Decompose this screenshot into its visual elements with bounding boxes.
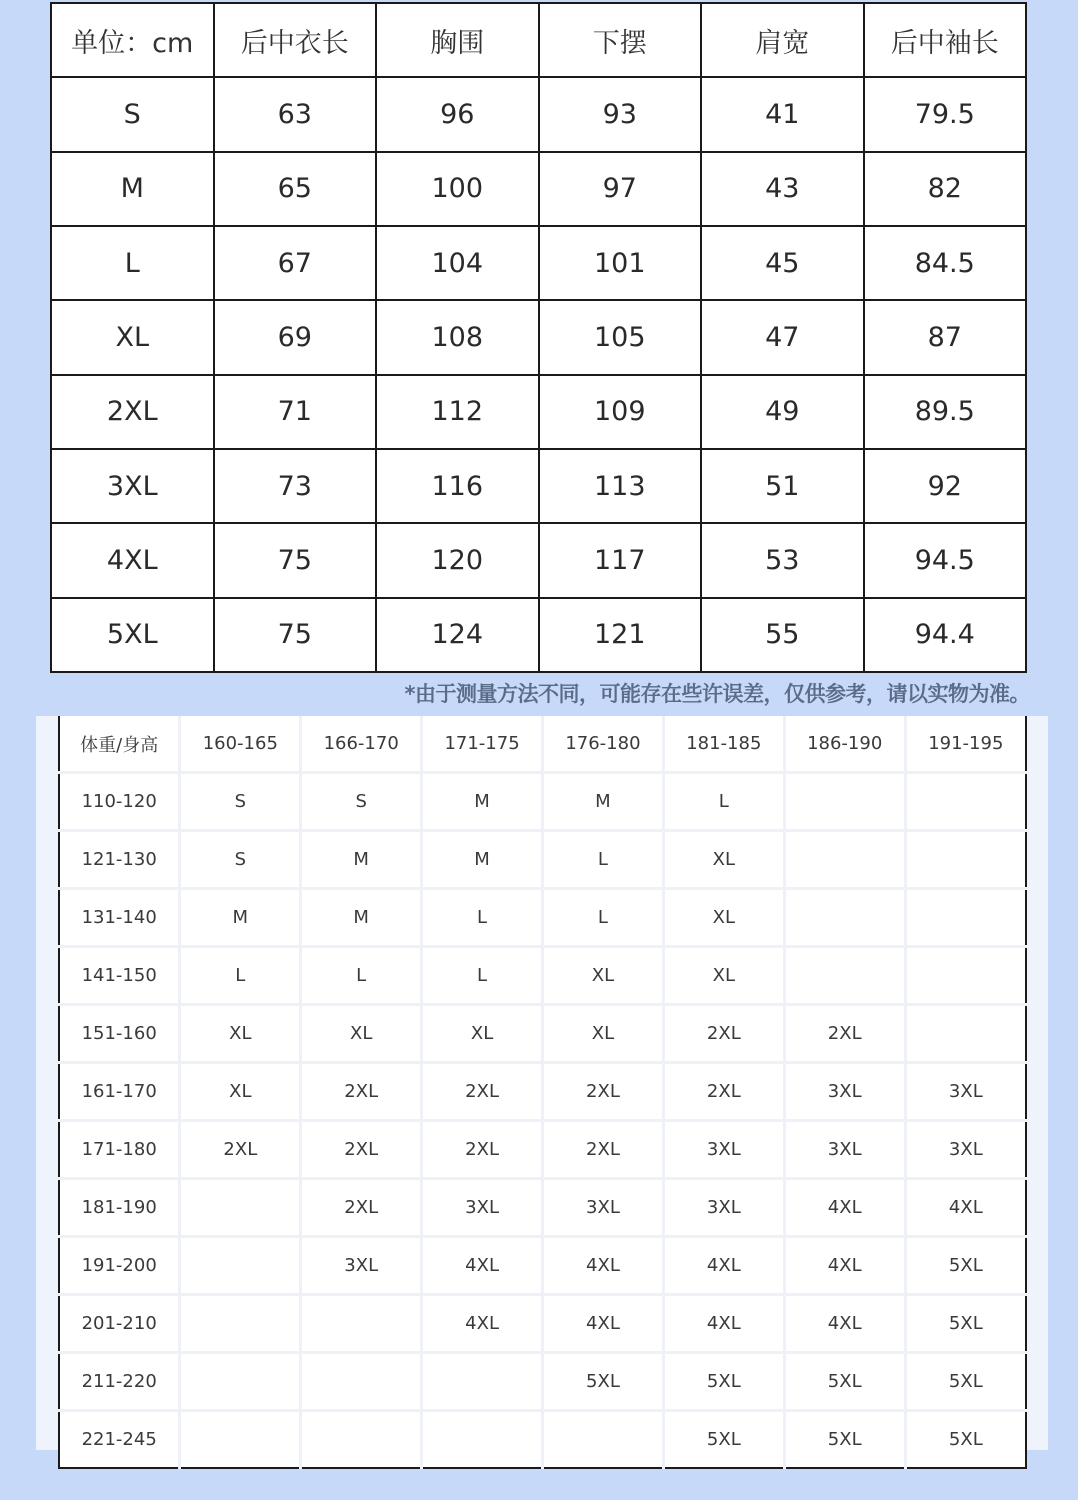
recommend-row: [59, 1179, 1026, 1237]
recommend-size-cell: XL: [422, 1005, 543, 1063]
measure-cell: 69: [214, 300, 377, 374]
row-label-cell: 151-160: [59, 1005, 180, 1063]
measure-cell: 82: [864, 152, 1027, 226]
recommend-size-cell: [180, 1411, 301, 1469]
recommend-size-cell: 2XL: [301, 1063, 422, 1121]
row-label-cell: 181-190: [59, 1179, 180, 1237]
recommend-size-cell: 5XL: [784, 1353, 905, 1411]
measure-row: [51, 449, 1026, 523]
recommend-size-cell: XL: [543, 947, 664, 1005]
recommend-size-cell: 2XL: [422, 1063, 543, 1121]
recommend-size-cell: 2XL: [784, 1005, 905, 1063]
measure-row: [51, 152, 1026, 226]
row-label-cell: 141-150: [59, 947, 180, 1005]
measure-cell: 53: [701, 523, 864, 597]
recommend-size-cell: L: [422, 947, 543, 1005]
measure-cell: 89.5: [864, 375, 1027, 449]
measure-cell: 94.5: [864, 523, 1027, 597]
row-label-cell: 131-140: [59, 889, 180, 947]
recommend-size-cell: [543, 1411, 664, 1469]
recommend-size-cell: XL: [663, 947, 784, 1005]
measure-cell: 108: [376, 300, 539, 374]
header-cell: 胸围: [376, 3, 539, 77]
recommend-size-cell: 4XL: [905, 1179, 1026, 1237]
header-cell: 160-165: [180, 716, 301, 773]
recommend-size-cell: 5XL: [784, 1411, 905, 1469]
recommend-row: [59, 773, 1026, 831]
recommend-size-cell: 3XL: [905, 1121, 1026, 1179]
measure-cell: 84.5: [864, 226, 1027, 300]
recommend-size-cell: [422, 1353, 543, 1411]
measure-cell: 101: [539, 226, 702, 300]
measure-cell: 75: [214, 523, 377, 597]
header-cell: 肩宽: [701, 3, 864, 77]
measure-cell: 96: [376, 77, 539, 151]
header-cell: 181-185: [663, 716, 784, 773]
recommend-size-cell: 5XL: [905, 1295, 1026, 1353]
measure-cell: 41: [701, 77, 864, 151]
recommend-size-cell: S: [180, 831, 301, 889]
recommend-size-cell: [905, 947, 1026, 1005]
measure-cell: 116: [376, 449, 539, 523]
recommend-size-cell: [422, 1411, 543, 1469]
row-label-cell: 4XL: [51, 523, 214, 597]
recommend-size-cell: 2XL: [663, 1063, 784, 1121]
recommend-size-cell: [784, 831, 905, 889]
header-cell: 后中衣长: [214, 3, 377, 77]
measure-cell: 71: [214, 375, 377, 449]
recommend-size-cell: 2XL: [301, 1179, 422, 1237]
recommend-size-cell: 4XL: [422, 1237, 543, 1295]
recommend-size-cell: [905, 831, 1026, 889]
measure-cell: 51: [701, 449, 864, 523]
recommend-row: [59, 1005, 1026, 1063]
header-cell: 171-175: [422, 716, 543, 773]
row-label-cell: 161-170: [59, 1063, 180, 1121]
recommend-size-cell: 4XL: [784, 1237, 905, 1295]
measure-cell: 109: [539, 375, 702, 449]
row-label-cell: XL: [51, 300, 214, 374]
recommend-size-cell: L: [301, 947, 422, 1005]
recommend-size-cell: [905, 1005, 1026, 1063]
measure-cell: 75: [214, 598, 377, 672]
measure-cell: 63: [214, 77, 377, 151]
header-cell: 后中袖长: [864, 3, 1027, 77]
recommend-size-cell: [180, 1237, 301, 1295]
row-label-cell: 171-180: [59, 1121, 180, 1179]
recommend-row: [59, 889, 1026, 947]
recommend-size-cell: 3XL: [543, 1179, 664, 1237]
recommend-size-cell: L: [543, 831, 664, 889]
measure-cell: 79.5: [864, 77, 1027, 151]
row-label-cell: 211-220: [59, 1353, 180, 1411]
measure-row: [51, 523, 1026, 597]
measure-cell: 92: [864, 449, 1027, 523]
measure-cell: 120: [376, 523, 539, 597]
recommend-size-cell: [784, 947, 905, 1005]
recommend-size-cell: M: [422, 831, 543, 889]
row-label-cell: 3XL: [51, 449, 214, 523]
recommend-size-cell: M: [301, 831, 422, 889]
recommend-size-cell: [301, 1411, 422, 1469]
recommend-size-cell: 4XL: [663, 1295, 784, 1353]
recommend-size-cell: 3XL: [784, 1063, 905, 1121]
measure-cell: 45: [701, 226, 864, 300]
measure-cell: 117: [539, 523, 702, 597]
measure-row: [51, 598, 1026, 672]
size-recommendation-table: [58, 716, 1027, 1469]
recommend-size-cell: 2XL: [543, 1063, 664, 1121]
row-label-cell: 191-200: [59, 1237, 180, 1295]
measure-cell: 124: [376, 598, 539, 672]
recommend-size-cell: L: [180, 947, 301, 1005]
recommend-size-cell: 5XL: [905, 1353, 1026, 1411]
recommend-size-cell: XL: [543, 1005, 664, 1063]
header-cell: 单位：cm: [51, 3, 214, 77]
recommend-size-cell: [784, 773, 905, 831]
recommend-size-cell: 4XL: [422, 1295, 543, 1353]
recommend-size-cell: L: [543, 889, 664, 947]
recommend-size-cell: 2XL: [180, 1121, 301, 1179]
recommend-row: [59, 947, 1026, 1005]
recommend-size-cell: S: [301, 773, 422, 831]
recommend-size-cell: 2XL: [301, 1121, 422, 1179]
header-cell: 191-195: [905, 716, 1026, 773]
measure-row: [51, 226, 1026, 300]
measure-cell: 87: [864, 300, 1027, 374]
recommend-row: [59, 1411, 1026, 1469]
recommend-size-cell: S: [180, 773, 301, 831]
recommend-size-cell: [905, 889, 1026, 947]
recommend-size-cell: M: [422, 773, 543, 831]
recommend-size-cell: L: [663, 773, 784, 831]
recommend-size-cell: XL: [663, 889, 784, 947]
recommend-row: [59, 1295, 1026, 1353]
row-label-cell: 221-245: [59, 1411, 180, 1469]
recommend-size-cell: [180, 1179, 301, 1237]
recommend-size-cell: 2XL: [663, 1005, 784, 1063]
measure-cell: 104: [376, 226, 539, 300]
recommend-size-cell: 2XL: [422, 1121, 543, 1179]
recommend-size-cell: 2XL: [543, 1121, 664, 1179]
recommend-size-cell: [301, 1353, 422, 1411]
recommend-size-cell: 5XL: [663, 1411, 784, 1469]
measure-header-row: [51, 3, 1026, 77]
recommend-size-cell: XL: [180, 1063, 301, 1121]
recommend-size-cell: XL: [301, 1005, 422, 1063]
recommend-size-cell: [180, 1295, 301, 1353]
recommend-size-cell: M: [543, 773, 664, 831]
recommend-size-cell: 3XL: [905, 1063, 1026, 1121]
recommend-size-cell: 5XL: [905, 1411, 1026, 1469]
header-cell: 176-180: [543, 716, 664, 773]
measure-row: [51, 77, 1026, 151]
measure-cell: 121: [539, 598, 702, 672]
measure-cell: 100: [376, 152, 539, 226]
measure-cell: 47: [701, 300, 864, 374]
measure-row: [51, 375, 1026, 449]
header-cell: 186-190: [784, 716, 905, 773]
recommend-header-row: [59, 716, 1026, 773]
recommend-size-cell: 4XL: [543, 1295, 664, 1353]
recommend-row: [59, 1353, 1026, 1411]
recommend-size-cell: 5XL: [543, 1353, 664, 1411]
measure-cell: 105: [539, 300, 702, 374]
measure-cell: 112: [376, 375, 539, 449]
measurement-disclaimer: *由于测量方法不同，可能存在些许误差，仅供参考，请以实物为准。: [404, 682, 1030, 706]
recommend-size-cell: M: [180, 889, 301, 947]
recommend-size-cell: XL: [180, 1005, 301, 1063]
recommend-size-cell: 3XL: [422, 1179, 543, 1237]
measure-cell: 93: [539, 77, 702, 151]
measure-cell: 94.4: [864, 598, 1027, 672]
recommend-size-cell: [784, 889, 905, 947]
header-cell: 下摆: [539, 3, 702, 77]
measure-cell: 67: [214, 226, 377, 300]
recommend-size-cell: 5XL: [663, 1353, 784, 1411]
measure-row: [51, 300, 1026, 374]
recommend-size-cell: [905, 773, 1026, 831]
recommend-size-cell: [301, 1295, 422, 1353]
recommend-row: [59, 831, 1026, 889]
row-label-cell: 2XL: [51, 375, 214, 449]
row-label-cell: M: [51, 152, 214, 226]
recommend-row: [59, 1063, 1026, 1121]
recommend-size-cell: 4XL: [784, 1295, 905, 1353]
row-label-cell: 110-120: [59, 773, 180, 831]
measure-cell: 65: [214, 152, 377, 226]
recommend-size-cell: 3XL: [663, 1179, 784, 1237]
recommend-size-cell: 4XL: [663, 1237, 784, 1295]
recommend-size-cell: M: [301, 889, 422, 947]
measure-cell: 73: [214, 449, 377, 523]
measure-cell: 43: [701, 152, 864, 226]
recommend-row: [59, 1237, 1026, 1295]
recommend-size-cell: 4XL: [543, 1237, 664, 1295]
row-label-cell: L: [51, 226, 214, 300]
measure-cell: 49: [701, 375, 864, 449]
measure-cell: 113: [539, 449, 702, 523]
header-cell: 166-170: [301, 716, 422, 773]
size-measurement-table: [50, 2, 1027, 673]
measure-cell: 97: [539, 152, 702, 226]
header-cell: 体重/身高: [59, 716, 180, 773]
row-label-cell: 201-210: [59, 1295, 180, 1353]
recommend-size-cell: 3XL: [301, 1237, 422, 1295]
measure-cell: 55: [701, 598, 864, 672]
row-label-cell: 5XL: [51, 598, 214, 672]
recommend-size-cell: 3XL: [663, 1121, 784, 1179]
recommend-row: [59, 1121, 1026, 1179]
recommend-size-cell: 5XL: [905, 1237, 1026, 1295]
recommend-size-cell: 3XL: [784, 1121, 905, 1179]
row-label-cell: 121-130: [59, 831, 180, 889]
recommend-size-cell: 4XL: [784, 1179, 905, 1237]
recommend-size-cell: L: [422, 889, 543, 947]
recommend-size-cell: [180, 1353, 301, 1411]
recommend-size-cell: XL: [663, 831, 784, 889]
row-label-cell: S: [51, 77, 214, 151]
